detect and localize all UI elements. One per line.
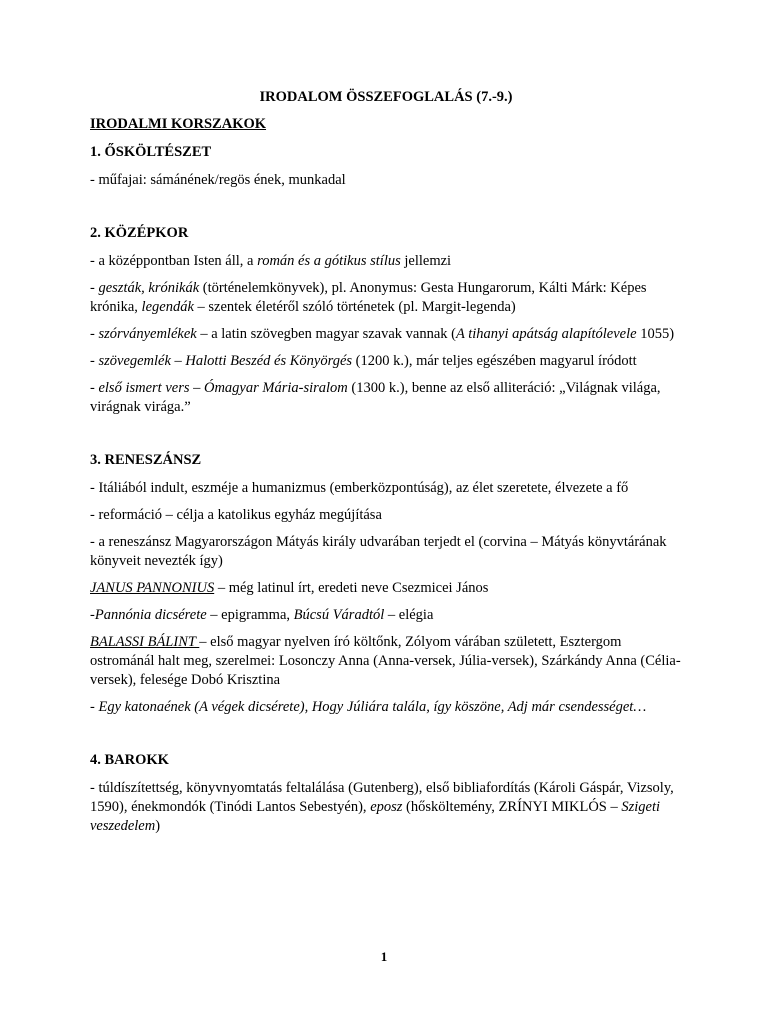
section-heading-kozepkor: 2. KÖZÉPKOR: [90, 225, 189, 241]
paragraph: - Itáliából indult, eszméje a humanizmus (emberközpontúság), az élet szeretete, élvezete a fő: [90, 480, 629, 496]
paragraph: - geszták, krónikák (történelemkönyvek), pl. Anonymus: Gesta Hungarorum, Kálti Márk: Képes krónika, legendák – szentek életéről szóló történetek (pl. Margit-legenda): [90, 280, 647, 315]
section-heading-barokk: 4. BAROKK: [90, 752, 169, 768]
author-name: BALASSI BÁLINT: [90, 634, 200, 650]
paragraph: BALASSI BÁLINT – első magyar nyelven író költőnk, Zólyom várában született, Esztergom ostrománál halt meg, szerelmei: Losonczy Anna (Anna-versek, Júlia-versek), Szárkándy Anna (Célia-versek), felesége Dobó Krisztina: [90, 634, 681, 688]
document-title: IRODALOM ÖSSZEFOGLALÁS (7.-9.): [259, 89, 513, 105]
section-heading-reneszansz: 3. RENESZÁNSZ: [90, 452, 202, 468]
paragraph: - reformáció – célja a katolikus egyház megújítása: [90, 507, 382, 523]
paragraph: - túldíszítettség, könyvnyomtatás feltalálása (Gutenberg), első bibliafordítás (Károli Gáspár, Vizsoly, 1590), énekmondók (Tinódi Lantos Sebestyén), eposz (hősköltemény, ZRÍNYI MIKLÓS – Szigeti veszedelem): [90, 780, 674, 834]
paragraph: - első ismert vers – Ómagyar Mária-siralom (1300 k.), benne az első alliteráció: „Világnak világa, virágnak virága.”: [90, 380, 661, 415]
author-name: JANUS PANNONIUS: [90, 580, 215, 596]
paragraph: - szórványemlékek – a latin szövegben magyar szavak vannak (A tihanyi apátság alapítólevele 1055): [90, 326, 675, 342]
main-heading: IRODALMI KORSZAKOK: [90, 116, 267, 132]
section-heading-oskolteszet: 1. ŐSKÖLTÉSZET: [90, 144, 212, 160]
document-body: [90, 88, 682, 844]
page-number: 1: [380, 949, 388, 964]
paragraph: -Pannónia dicsérete – epigramma, Búcsú Váradtól – elégia: [90, 607, 434, 623]
paragraph: JANUS PANNONIUS – még latinul írt, eredeti neve Csezmicei János: [90, 580, 489, 596]
paragraph: - Egy katonaének (A végek dicsérete), Hogy Júliára talála, így köszöne, Adj már csendességet…: [90, 699, 647, 715]
paragraph: - szövegemlék – Halotti Beszéd és Könyörgés (1200 k.), már teljes egészében magyarul íródott: [90, 353, 637, 369]
paragraph: - a reneszánsz Magyarországon Mátyás király udvarában terjedt el (corvina – Mátyás könyvtárának könyveit nevezték így): [90, 534, 667, 569]
paragraph: - a középpontban Isten áll, a román és a gótikus stílus jellemzi: [90, 253, 452, 269]
paragraph: - műfajai: sámánének/regös ének, munkadal: [90, 172, 346, 188]
